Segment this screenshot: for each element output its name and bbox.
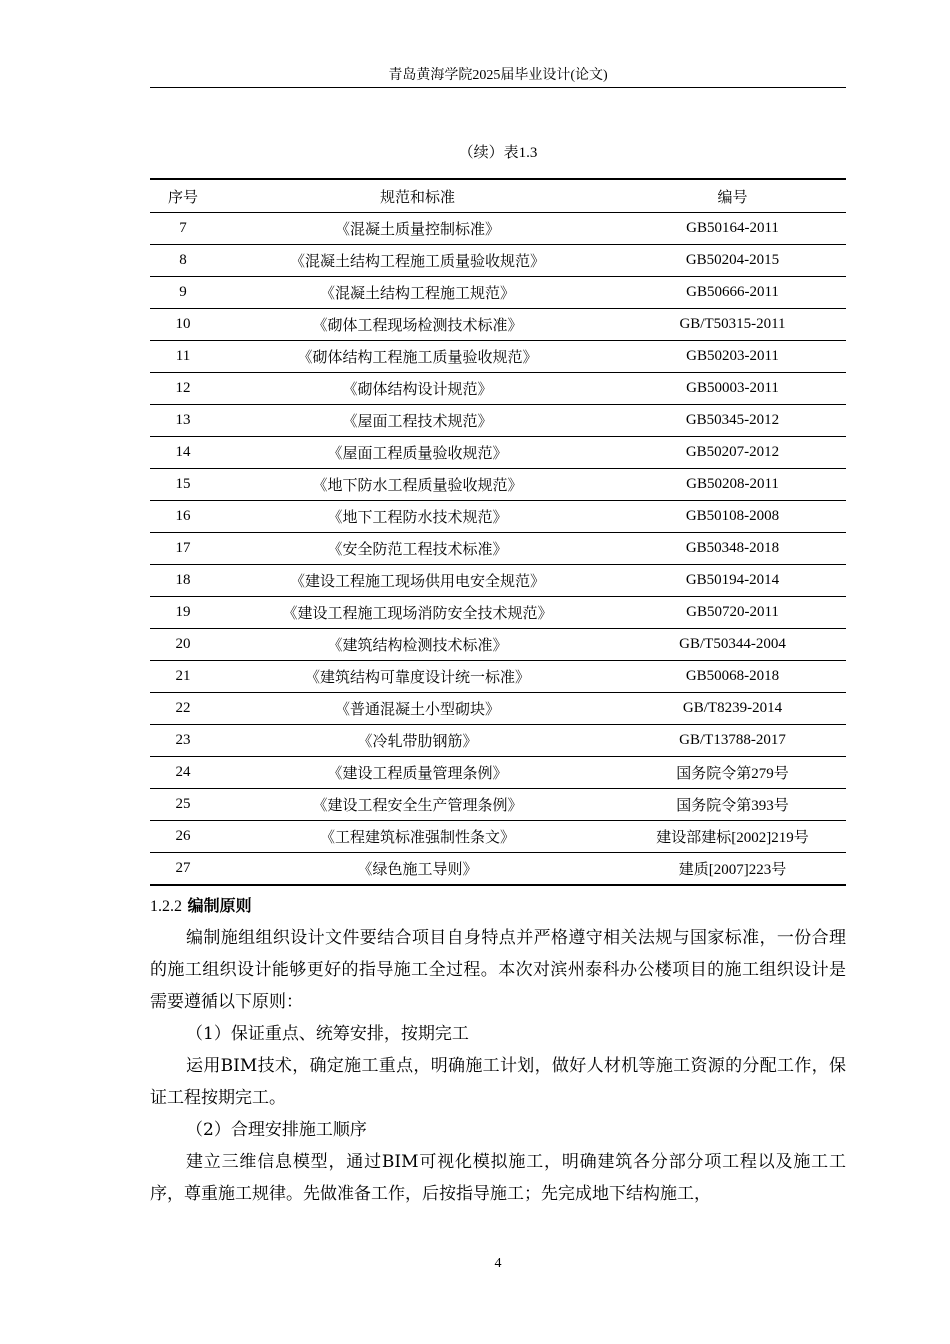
row-index: 18	[150, 565, 216, 597]
row-code: GB50194-2014	[619, 565, 846, 597]
table-row	[150, 789, 846, 821]
row-index: 9	[150, 277, 216, 309]
row-code: 国务院令第393号	[619, 789, 846, 821]
row-index: 22	[150, 693, 216, 725]
row-standard: 《建设工程施工现场供用电安全规范》	[216, 565, 619, 597]
row-index: 11	[150, 341, 216, 373]
principle-2-title: （2）合理安排施工顺序	[186, 1120, 367, 1140]
section-title: 编制原则	[187, 896, 252, 915]
row-index: 24	[150, 757, 216, 789]
row-standard: 《建设工程安全生产管理条例》	[216, 789, 619, 821]
page-number: 4	[494, 1256, 502, 1271]
table-row	[150, 533, 846, 565]
column-header-code: 编号	[619, 179, 846, 213]
row-code: GB50204-2015	[619, 245, 846, 277]
row-code: GB50203-2011	[619, 341, 846, 373]
table-row	[150, 661, 846, 693]
row-standard: 《混凝土质量控制标准》	[216, 213, 619, 245]
header-rule	[150, 87, 846, 88]
section-number: 1.2.2	[150, 898, 182, 915]
row-code: 国务院令第279号	[619, 757, 846, 789]
row-code: GB50108-2008	[619, 501, 846, 533]
row-index: 15	[150, 469, 216, 501]
row-index: 10	[150, 309, 216, 341]
row-standard: 《砌体结构工程施工质量验收规范》	[216, 341, 619, 373]
row-code: 建质[2007]223号	[619, 853, 846, 886]
running-header: 青岛黄海学院2025届毕业设计(论文)	[388, 68, 608, 83]
table-row	[150, 853, 846, 886]
row-standard: 《屋面工程技术规范》	[216, 405, 619, 437]
row-standard: 《混凝土结构工程施工规范》	[216, 277, 619, 309]
row-index: 7	[150, 213, 216, 245]
row-standard: 《建设工程质量管理条例》	[216, 757, 619, 789]
row-code: GB50208-2011	[619, 469, 846, 501]
table-row	[150, 373, 846, 405]
row-code: GB50666-2011	[619, 277, 846, 309]
row-index: 19	[150, 597, 216, 629]
row-index: 13	[150, 405, 216, 437]
section-heading	[150, 893, 252, 916]
table-row	[150, 629, 846, 661]
row-index: 14	[150, 437, 216, 469]
table-header-row	[150, 179, 846, 213]
standards-table	[150, 178, 846, 886]
row-standard: 《砌体工程现场检测技术标准》	[216, 309, 619, 341]
row-index: 17	[150, 533, 216, 565]
table-row	[150, 213, 846, 245]
table-row	[150, 757, 846, 789]
row-standard: 《建筑结构检测技术标准》	[216, 629, 619, 661]
column-header-standard: 规范和标准	[216, 179, 619, 213]
row-standard: 《工程建筑标准强制性条文》	[216, 821, 619, 853]
table-row	[150, 437, 846, 469]
row-standard: 《砌体结构设计规范》	[216, 373, 619, 405]
row-index: 12	[150, 373, 216, 405]
row-code: GB50068-2018	[619, 661, 846, 693]
table-row	[150, 405, 846, 437]
row-index: 27	[150, 853, 216, 886]
row-index: 16	[150, 501, 216, 533]
principle-1-body: 运用BIM技术，确定施工重点，明确施工计划，做好人材机等施工资源的分配工作，保证工程按期完工。	[150, 1056, 846, 1108]
row-standard: 《建设工程施工现场消防安全技术规范》	[216, 597, 619, 629]
row-standard: 《建筑结构可靠度设计统一标准》	[216, 661, 619, 693]
table-caption: （续）表1.3	[458, 145, 538, 161]
row-standard: 《混凝土结构工程施工质量验收规范》	[216, 245, 619, 277]
table-row	[150, 821, 846, 853]
column-header-index: 序号	[150, 179, 216, 213]
row-code: GB50345-2012	[619, 405, 846, 437]
row-code: GB50348-2018	[619, 533, 846, 565]
table-row	[150, 693, 846, 725]
row-standard: 《安全防范工程技术标准》	[216, 533, 619, 565]
row-code: GB50720-2011	[619, 597, 846, 629]
table-row	[150, 277, 846, 309]
row-index: 23	[150, 725, 216, 757]
row-index: 20	[150, 629, 216, 661]
row-code: GB/T50344-2004	[619, 629, 846, 661]
table-row	[150, 501, 846, 533]
table-row	[150, 469, 846, 501]
row-standard: 《普通混凝土小型砌块》	[216, 693, 619, 725]
row-index: 25	[150, 789, 216, 821]
row-code: 建设部建标[2002]219号	[619, 821, 846, 853]
row-index: 26	[150, 821, 216, 853]
table-row	[150, 725, 846, 757]
row-code: GB/T8239-2014	[619, 693, 846, 725]
principle-1-title: （1）保证重点、统筹安排，按期完工	[186, 1024, 469, 1044]
row-standard: 《地下工程防水技术规范》	[216, 501, 619, 533]
table-row	[150, 565, 846, 597]
row-code: GB/T50315-2011	[619, 309, 846, 341]
row-code: GB50003-2011	[619, 373, 846, 405]
intro-paragraph: 编制施组组织设计文件要结合项目自身特点并严格遵守相关法规与国家标准，一份合理的施工组织设计能够更好的指导施工全过程。本次对滨州泰科办公楼项目的施工组织设计是需要遵循以下原则：	[150, 928, 846, 1012]
row-standard: 《地下防水工程质量验收规范》	[216, 469, 619, 501]
table-row	[150, 309, 846, 341]
row-index: 21	[150, 661, 216, 693]
table-row	[150, 245, 846, 277]
row-standard: 《屋面工程质量验收规范》	[216, 437, 619, 469]
row-code: GB50164-2011	[619, 213, 846, 245]
table-row	[150, 341, 846, 373]
row-standard: 《冷轧带肋钢筋》	[216, 725, 619, 757]
row-standard: 《绿色施工导则》	[216, 853, 619, 886]
table-row	[150, 597, 846, 629]
principle-2-body: 建立三维信息模型，通过BIM可视化模拟施工，明确建筑各分部分项工程以及施工工序，尊重施工规律。先做准备工作，后按指导施工；先完成地下结构施工，	[150, 1152, 846, 1204]
row-code: GB50207-2012	[619, 437, 846, 469]
row-code: GB/T13788-2017	[619, 725, 846, 757]
row-index: 8	[150, 245, 216, 277]
